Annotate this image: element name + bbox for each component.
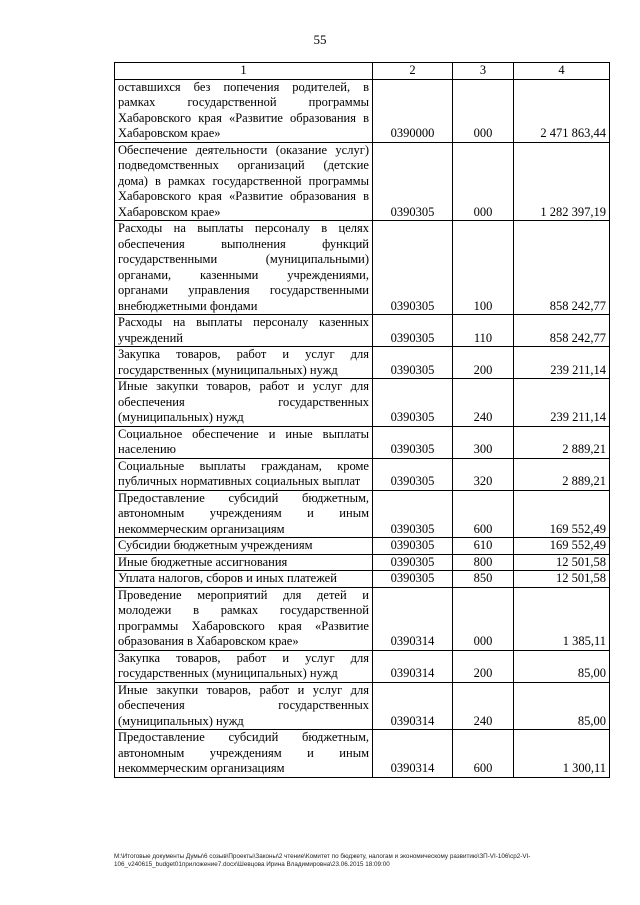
target-code-cell: 0390305 bbox=[373, 571, 453, 588]
target-code-cell: 0390305 bbox=[373, 490, 453, 538]
expense-type-cell: 000 bbox=[453, 142, 514, 221]
header-cell-4: 4 bbox=[514, 63, 610, 80]
target-code-cell: 0390305 bbox=[373, 554, 453, 571]
amount-cell: 239 211,14 bbox=[514, 379, 610, 427]
expense-name-cell: Закупка товаров, работ и услуг для государственных (муниципальных) нужд bbox=[115, 650, 373, 682]
amount-cell: 85,00 bbox=[514, 682, 610, 730]
table-row bbox=[115, 221, 610, 315]
table-row bbox=[115, 587, 610, 650]
target-code-cell: 0390305 bbox=[373, 347, 453, 379]
expense-type-cell: 000 bbox=[453, 79, 514, 142]
expense-type-cell: 240 bbox=[453, 682, 514, 730]
amount-cell: 858 242,77 bbox=[514, 221, 610, 315]
expense-type-cell: 850 bbox=[453, 571, 514, 588]
table-row bbox=[115, 458, 610, 490]
expense-type-cell: 240 bbox=[453, 379, 514, 427]
target-code-cell: 0390305 bbox=[373, 315, 453, 347]
target-code-cell: 0390305 bbox=[373, 538, 453, 555]
table-row bbox=[115, 315, 610, 347]
footer-line-2: 106_v240615_budget01приложение7.docx\Шевцова Ирина Владимировна\23.06.2015 18:09:00 bbox=[114, 861, 390, 868]
amount-cell: 239 211,14 bbox=[514, 347, 610, 379]
expense-name-cell: Расходы на выплаты персоналу казенных учреждений bbox=[115, 315, 373, 347]
expense-name-cell: Уплата налогов, сборов и иных платежей bbox=[115, 571, 373, 588]
table-row bbox=[115, 538, 610, 555]
table-row bbox=[115, 379, 610, 427]
table-row bbox=[115, 554, 610, 571]
amount-cell: 85,00 bbox=[514, 650, 610, 682]
expense-type-cell: 300 bbox=[453, 426, 514, 458]
target-code-cell: 0390314 bbox=[373, 587, 453, 650]
target-code-cell: 0390314 bbox=[373, 730, 453, 778]
amount-cell: 169 552,49 bbox=[514, 490, 610, 538]
table-row bbox=[115, 730, 610, 778]
expense-type-cell: 200 bbox=[453, 650, 514, 682]
target-code-cell: 0390305 bbox=[373, 379, 453, 427]
target-code-cell: 0390314 bbox=[373, 682, 453, 730]
expense-name-cell: оставшихся без попечения родителей, в рамках государственной программы Хабаровского края «Развитие образования в Хабаровском крае» bbox=[115, 79, 373, 142]
amount-cell: 1 385,11 bbox=[514, 587, 610, 650]
expense-type-cell: 100 bbox=[453, 221, 514, 315]
expense-name-cell: Иные бюджетные ассигнования bbox=[115, 554, 373, 571]
amount-cell: 2 889,21 bbox=[514, 426, 610, 458]
header-cell-1: 1 bbox=[115, 63, 373, 80]
expense-type-cell: 800 bbox=[453, 554, 514, 571]
expense-type-cell: 110 bbox=[453, 315, 514, 347]
expense-name-cell: Проведение мероприятий для детей и молодежи в рамках государственной программы Хабаровского края «Развитие образования в Хабаровском крае» bbox=[115, 587, 373, 650]
table-row bbox=[115, 682, 610, 730]
amount-cell: 858 242,77 bbox=[514, 315, 610, 347]
target-code-cell: 0390305 bbox=[373, 458, 453, 490]
table-row bbox=[115, 650, 610, 682]
expense-name-cell: Предоставление субсидий бюджетным, автономным учреждениям и иным некоммерческим организациям bbox=[115, 730, 373, 778]
table-row bbox=[115, 347, 610, 379]
file-path-footer bbox=[114, 853, 609, 869]
expense-type-cell: 600 bbox=[453, 490, 514, 538]
expense-name-cell: Закупка товаров, работ и услуг для государственных (муниципальных) нужд bbox=[115, 347, 373, 379]
table-row bbox=[115, 142, 610, 221]
amount-cell: 169 552,49 bbox=[514, 538, 610, 555]
expense-name-cell: Социальные выплаты гражданам, кроме публичных нормативных социальных выплат bbox=[115, 458, 373, 490]
amount-cell: 1 300,11 bbox=[514, 730, 610, 778]
expense-name-cell: Предоставление субсидий бюджетным, автономным учреждениям и иным некоммерческим организациям bbox=[115, 490, 373, 538]
expense-name-cell: Иные закупки товаров, работ и услуг для обеспечения государственных (муниципальных) нужд bbox=[115, 682, 373, 730]
amount-cell: 2 471 863,44 bbox=[514, 79, 610, 142]
amount-cell: 2 889,21 bbox=[514, 458, 610, 490]
expense-name-cell: Расходы на выплаты персоналу в целях обеспечения выполнения функций государственными (муниципальными) органами, казенными учреждениями, органами управления государственными внебюджетными фондами bbox=[115, 221, 373, 315]
budget-table bbox=[114, 62, 610, 778]
expense-type-cell: 600 bbox=[453, 730, 514, 778]
target-code-cell: 0390000 bbox=[373, 79, 453, 142]
amount-cell: 1 282 397,19 bbox=[514, 142, 610, 221]
target-code-cell: 0390314 bbox=[373, 650, 453, 682]
target-code-cell: 0390305 bbox=[373, 426, 453, 458]
expense-type-cell: 000 bbox=[453, 587, 514, 650]
amount-cell: 12 501,58 bbox=[514, 554, 610, 571]
expense-name-cell: Субсидии бюджетным учреждениям bbox=[115, 538, 373, 555]
expense-type-cell: 320 bbox=[453, 458, 514, 490]
table-row bbox=[115, 490, 610, 538]
target-code-cell: 0390305 bbox=[373, 142, 453, 221]
target-code-cell: 0390305 bbox=[373, 221, 453, 315]
header-cell-3: 3 bbox=[453, 63, 514, 80]
expense-name-cell: Социальное обеспечение и иные выплаты населению bbox=[115, 426, 373, 458]
table-row bbox=[115, 571, 610, 588]
expense-type-cell: 200 bbox=[453, 347, 514, 379]
expense-type-cell: 610 bbox=[453, 538, 514, 555]
header-cell-2: 2 bbox=[373, 63, 453, 80]
amount-cell: 12 501,58 bbox=[514, 571, 610, 588]
table-header-row bbox=[115, 63, 610, 80]
expense-name-cell: Обеспечение деятельности (оказание услуг) подведомственных организаций (детские дома) в рамках государственной программы Хабаровского края «Развитие образования в Хабаровском крае» bbox=[115, 142, 373, 221]
table-row bbox=[115, 79, 610, 142]
table-row bbox=[115, 426, 610, 458]
footer-line-1: M:\Итоговые документы Думы\6 созыв\Проекты\Законы\2 чтение\Комитет по бюджету, налогам и экономическому развитию\ЗП-VI-106\ср2-VI- bbox=[114, 853, 531, 860]
page-number: 55 bbox=[313, 32, 327, 47]
expense-name-cell: Иные закупки товаров, работ и услуг для обеспечения государственных (муниципальных) нужд bbox=[115, 379, 373, 427]
